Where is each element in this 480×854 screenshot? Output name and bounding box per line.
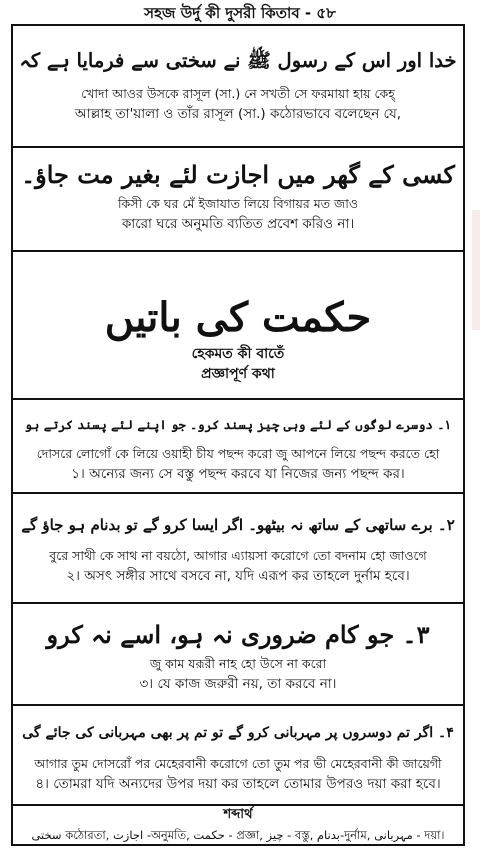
saying-2 bbox=[13, 494, 463, 604]
urdu-sentence: ۳۔ جو کام ضروری نہ ہو، اسے نہ کرو bbox=[46, 620, 430, 649]
translation: কারো ঘরে অনুমতি ব্যতিত প্রবেশ করিও না। bbox=[121, 216, 355, 232]
glossary-title: শব্দার্থ bbox=[223, 807, 253, 822]
translation: ৩। যে কাজ জরুরী নয়, তা করবে না। bbox=[139, 676, 337, 692]
urdu-sentence: خدا اور اس کے رسول ﷺ نے سختی سے فرمایا ہے کہ bbox=[19, 49, 457, 72]
urdu-sentence: ۱۔ دوسرے لوگوں کے لئے وہی چیز پسند کرو۔ جو اپنے لئے پسند کرتے ہو bbox=[24, 417, 452, 432]
translation: ২। অসৎ সঙ্গীর সাথে বসবে না, যদি এরূপ কর তাহলে দুর্নাম হবে। bbox=[66, 568, 410, 584]
section-1 bbox=[13, 26, 463, 148]
glossary-text: سختی কঠোরতা, اجازت -অনুমতি, حکمت - প্রজ্ঞা, چیز - বস্তু, بدنام-দুর্নাম, مہربانی - দয়া। bbox=[31, 828, 445, 842]
urdu-sentence: کسی کے گھر میں اجازت لئے بغیر مت جاؤ۔ bbox=[21, 160, 455, 189]
urdu-sentence: ۲۔ برے ساتھی کے ساتھ نہ بیٹھو۔ اگر ایسا کرو گے تو بدنام ہو جاؤ گے bbox=[21, 516, 455, 534]
section-2 bbox=[13, 148, 463, 252]
saying-4 bbox=[13, 706, 463, 806]
transliteration: বুরে সাথী কে সাথ না বয়ঠো, আগার এ্যায়সা করোগে তো বদনাম হো জাওগে bbox=[49, 548, 427, 563]
transliteration: দোসরে লোগোঁ কে লিয়ে ওয়াহী চীয পছন্দ করো জু আপনে লিয়ে পছন্দ করতে হো bbox=[36, 446, 440, 461]
title-transliteration: হেকমত কী বাতেঁ bbox=[191, 346, 285, 362]
glossary bbox=[13, 806, 463, 844]
page-edge-decoration bbox=[472, 210, 480, 330]
saying-3 bbox=[13, 604, 463, 706]
section-title: حکمت کی باتیں bbox=[104, 294, 372, 341]
transliteration: কিসী কে ঘর মেঁ ইজাযাত লিয়ে বিগায়র মত জাও bbox=[117, 196, 359, 211]
urdu-sentence: ۴۔ اگر تم دوسروں پر مہربانی کرو گے تو تم پر بھی مہربانی کی جائے گی bbox=[22, 725, 454, 741]
title-translation: প্রজ্ঞাপূর্ণ কথা bbox=[201, 366, 275, 382]
transliteration: আগার তুম দোসরোঁ পর মেহেরবানী করোগে তো তুম পর ভী মেহেরবানী কী জায়েগী bbox=[34, 756, 442, 771]
translation: আল্লাহ তা'য়ালা ও তাঁর রাসূল (সা.) কঠোরভাবে বলেছেন যে, bbox=[74, 106, 402, 122]
saying-1 bbox=[13, 400, 463, 494]
transliteration: জু কাম যরূরী নাহ হো উসে না করো bbox=[149, 656, 327, 671]
page-header: সহজ উর্দু কী দুসরী কিতাব - ৫৮ bbox=[144, 4, 336, 22]
transliteration: খোদা আওর উসকে রাসূল (সা.) নে সখতী সে ফরমায়া হায় কেহ্ bbox=[81, 86, 395, 101]
content-frame bbox=[11, 24, 465, 846]
translation: ৪। তোমরা যদি অন্যদের উপর দয়া কর তাহলে তোমার উপরও দয়া করা হবে। bbox=[35, 776, 441, 792]
section-heading bbox=[13, 252, 463, 400]
translation: ১। অন্যের জন্য সে বস্তু পছন্দ করবে যা নিজের জন্য পছন্দ কর। bbox=[71, 466, 405, 482]
